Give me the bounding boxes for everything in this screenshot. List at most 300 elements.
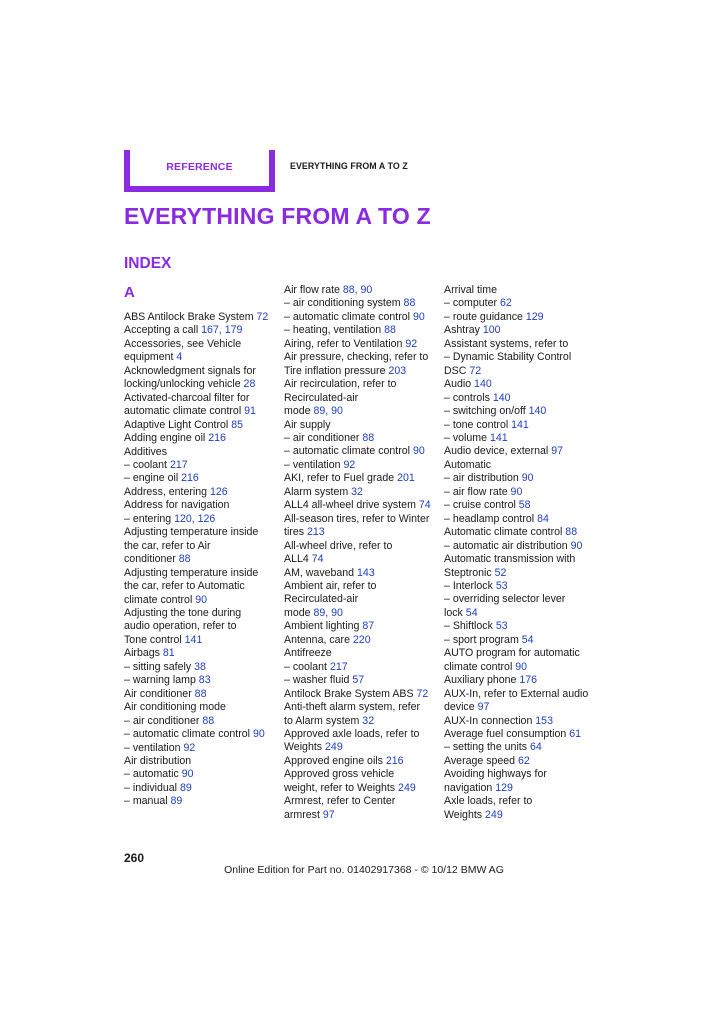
index-entry xyxy=(284,647,434,660)
page-reference-link[interactable]: 58 xyxy=(518,499,531,512)
index-entry xyxy=(444,445,596,458)
index-entry xyxy=(124,513,274,526)
index-term: – tone control xyxy=(444,418,512,431)
index-term: – manual xyxy=(124,795,171,808)
index-term: – switching on/off xyxy=(444,405,529,418)
page-reference-link[interactable]: 201 xyxy=(397,472,415,485)
index-term: Avoiding highways for xyxy=(444,768,547,781)
index-term: Air supply xyxy=(284,418,331,431)
index-term: Accepting a call xyxy=(124,324,202,337)
index-entry xyxy=(284,297,434,310)
page-reference-link[interactable]: 217 xyxy=(169,458,188,471)
index-entry xyxy=(284,378,434,391)
index-entry xyxy=(124,607,274,620)
index-term: Air recirculation, refer to xyxy=(284,378,397,391)
index-term: Acknowledgment signals for xyxy=(124,364,256,377)
page-reference-link[interactable]: 72 xyxy=(469,364,482,377)
index-entry xyxy=(284,728,434,741)
footer-edition-note: Online Edition for Part no. 01402917368 - © 10/12 BMW AG xyxy=(224,864,504,876)
index-term: – automatic climate control xyxy=(284,445,413,458)
page-reference-link[interactable]: 97 xyxy=(477,701,490,714)
page-reference-link[interactable]: 143 xyxy=(357,566,375,579)
page-reference-link[interactable]: 89 xyxy=(170,795,183,808)
index-term: Antilock Brake System ABS xyxy=(284,687,417,700)
index-term: equipment xyxy=(124,351,177,364)
index-term: audio operation, refer to xyxy=(124,620,237,633)
page-reference-link[interactable]: 90 xyxy=(412,310,425,323)
page-reference-link[interactable]: 90 xyxy=(515,660,528,673)
page-reference-link[interactable]: 140 xyxy=(474,378,492,391)
section-tab-inner xyxy=(130,150,269,186)
index-term: Ambient lighting xyxy=(284,620,363,633)
index-term: Automatic transmission with xyxy=(444,553,576,566)
index-entry xyxy=(124,338,274,351)
index-entry xyxy=(444,338,596,351)
index-entry xyxy=(444,741,596,754)
index-entry xyxy=(124,647,274,660)
page-reference-link[interactable]: 64 xyxy=(529,741,542,754)
page-reference-link[interactable]: 38 xyxy=(194,660,206,673)
index-entry xyxy=(284,311,434,324)
index-term: Steptronic xyxy=(444,566,495,579)
index-entry xyxy=(444,284,596,297)
page-reference-link[interactable]: 249 xyxy=(485,808,503,821)
index-entry xyxy=(284,445,434,458)
index-entry xyxy=(124,742,274,755)
index-term: Average speed xyxy=(444,754,519,767)
page-reference-link[interactable]: 92 xyxy=(343,458,356,471)
page-reference-link[interactable]: 213 xyxy=(306,526,325,539)
index-term: – automatic climate control xyxy=(284,310,413,323)
page-reference-link[interactable]: 53 xyxy=(495,620,508,633)
index-entry xyxy=(444,486,596,499)
index-term: Additives xyxy=(124,445,167,458)
index-term: – sport program xyxy=(444,633,522,646)
index-entry xyxy=(444,674,596,687)
index-term: ABS Antilock Brake System xyxy=(124,311,257,323)
index-entry-continuation xyxy=(444,809,596,822)
index-term: – entering xyxy=(124,512,175,525)
index-term: climate control xyxy=(444,660,516,673)
page-reference-link[interactable]: 72 xyxy=(256,311,269,323)
index-term: Activated-charcoal filter for xyxy=(124,391,250,404)
page-reference-link[interactable]: 81 xyxy=(162,647,175,660)
index-entry xyxy=(444,620,596,633)
page-reference-link[interactable]: 90 xyxy=(412,445,425,458)
index-entry xyxy=(124,715,274,728)
index-term: AUX-In, refer to External audio xyxy=(444,687,589,700)
index-term: Approved engine oils xyxy=(284,754,386,767)
page-reference-link[interactable]: 87 xyxy=(362,620,375,633)
index-entry xyxy=(284,580,434,593)
index-entry xyxy=(284,634,434,647)
index-entry-continuation xyxy=(124,540,274,553)
index-entry xyxy=(124,661,274,674)
index-term: Weights xyxy=(444,808,486,821)
index-entry xyxy=(284,284,434,297)
index-entry-continuation xyxy=(124,405,274,418)
page-reference-link[interactable]: 126 xyxy=(209,485,228,498)
index-entry-continuation xyxy=(284,593,434,606)
index-term: Airing, refer to Ventilation xyxy=(284,337,406,350)
page-reference-link[interactable]: 90 xyxy=(252,728,265,741)
index-entry xyxy=(124,392,274,405)
running-header-title: EVERYTHING FROM A TO Z xyxy=(290,161,408,171)
index-entry-continuation xyxy=(284,809,434,822)
index-entry xyxy=(444,419,596,432)
index-term: Adaptive Light Control xyxy=(124,418,232,431)
index-entry xyxy=(124,432,274,445)
index-entry-continuation xyxy=(444,567,596,580)
page-reference-link[interactable]: 90 xyxy=(570,539,583,552)
index-entry xyxy=(444,405,596,418)
index-term: – coolant xyxy=(284,660,330,673)
index-entry-continuation xyxy=(284,392,434,405)
index-entry xyxy=(444,540,596,553)
page-reference-link[interactable]: 4 xyxy=(176,351,183,364)
index-term: – washer fluid xyxy=(284,674,353,687)
page-reference-link[interactable]: 216 xyxy=(208,432,226,445)
index-entry xyxy=(124,324,274,337)
index-entry xyxy=(284,324,434,337)
index-entry-continuation xyxy=(444,607,596,620)
index-term: – individual xyxy=(124,781,180,794)
index-term: AUTO program for automatic xyxy=(444,647,580,660)
index-entry-continuation xyxy=(124,634,274,647)
index-entry xyxy=(284,755,434,768)
page-reference-link[interactable]: 28 xyxy=(243,378,256,391)
index-entry xyxy=(444,728,596,741)
index-entry xyxy=(124,768,274,781)
page-reference-link[interactable]: 88 xyxy=(362,431,375,444)
page-reference-link[interactable]: 90 xyxy=(510,485,523,498)
index-entry xyxy=(444,392,596,405)
page-reference-link[interactable]: 220 xyxy=(352,633,371,646)
index-entry xyxy=(444,553,596,566)
index-term: armrest xyxy=(284,808,323,821)
page-reference-link[interactable]: 140 xyxy=(492,391,511,404)
index-term: Address, entering xyxy=(124,485,210,498)
index-term: Accessories, see Vehicle xyxy=(124,337,242,350)
index-entry xyxy=(444,768,596,781)
index-term: mode xyxy=(284,405,314,418)
page-reference-link[interactable]: 52 xyxy=(494,566,507,579)
index-entry xyxy=(284,432,434,445)
index-term: Anti-theft alarm system, refer xyxy=(284,701,420,714)
index-entry xyxy=(124,459,274,472)
page-reference-link[interactable]: 91 xyxy=(244,405,256,418)
page-reference-link[interactable]: 54 xyxy=(465,606,478,619)
page-reference-link[interactable]: 61 xyxy=(569,727,582,740)
index-term: – air conditioning system xyxy=(284,297,404,310)
index-term: Air flow rate xyxy=(284,284,343,296)
index-term: the car, refer to Automatic xyxy=(124,580,245,593)
index-entry xyxy=(444,351,596,364)
index-entry xyxy=(284,540,434,553)
index-term: Alarm system xyxy=(284,485,352,498)
index-entry xyxy=(444,580,596,593)
index-term: Automatic climate control xyxy=(444,526,566,539)
index-term: – automatic xyxy=(124,768,182,781)
index-entry-continuation xyxy=(444,782,596,795)
page-reference-link[interactable]: 53 xyxy=(495,579,508,592)
index-entry xyxy=(284,674,434,687)
index-entry-continuation xyxy=(124,594,274,607)
index-entry xyxy=(444,378,596,391)
index-entry-continuation xyxy=(284,715,434,728)
page-reference-link[interactable]: 97 xyxy=(322,808,335,821)
index-term: AUX-In connection xyxy=(444,714,536,727)
index-term: Assistant systems, refer to xyxy=(444,337,569,350)
index-term: – cruise control xyxy=(444,499,519,512)
index-term: – air conditioner xyxy=(284,431,363,444)
index-entry xyxy=(444,513,596,526)
page-reference-link[interactable]: 62 xyxy=(518,754,530,767)
index-term: – Dynamic Stability Control xyxy=(444,351,572,364)
page-reference-link[interactable]: 54 xyxy=(521,633,534,646)
index-entry xyxy=(444,499,596,512)
page-reference-link[interactable]: 90 xyxy=(521,472,534,485)
page-reference-link[interactable]: 249 xyxy=(398,781,416,794)
index-entry-continuation xyxy=(124,580,274,593)
index-entry-continuation xyxy=(444,701,596,714)
index-entry-continuation xyxy=(124,378,274,391)
index-entry xyxy=(284,472,434,485)
index-entry xyxy=(284,351,434,364)
page-reference-link[interactable]: 129 xyxy=(495,781,513,794)
index-entry xyxy=(284,567,434,580)
index-entry-continuation xyxy=(284,553,434,566)
index-term: Airbags xyxy=(124,647,163,660)
index-term: – air flow rate xyxy=(444,485,511,498)
index-term: Audio device, external xyxy=(444,445,552,458)
page-reference-link[interactable]: 176 xyxy=(519,674,538,687)
index-entry xyxy=(444,432,596,445)
index-term: – air distribution xyxy=(444,472,522,485)
index-term: climate control xyxy=(124,593,196,606)
index-column-2 xyxy=(284,284,434,822)
index-term: Arrival time xyxy=(444,284,497,296)
page-reference-link[interactable]: 92 xyxy=(405,337,418,350)
index-term: Adding engine oil xyxy=(124,432,209,445)
index-term: navigation xyxy=(444,781,496,794)
page-reference-link[interactable]: 140 xyxy=(528,405,547,418)
page-reference-link[interactable]: 74 xyxy=(311,553,324,566)
page-reference-link[interactable]: 90 xyxy=(195,593,208,606)
page-reference-link[interactable]: 88 xyxy=(403,297,416,310)
index-term: Ambient air, refer to xyxy=(284,579,377,592)
index-term: Air conditioning mode xyxy=(124,701,226,714)
index-entry xyxy=(444,311,596,324)
index-entry xyxy=(284,338,434,351)
index-entry xyxy=(124,499,274,512)
page-reference-link[interactable]: 88 xyxy=(202,714,215,727)
index-entry xyxy=(124,567,274,580)
index-term: conditioner xyxy=(124,553,179,566)
index-term: Adjusting the tone during xyxy=(124,606,242,619)
index-term: Average fuel consumption xyxy=(444,727,570,740)
index-term: – automatic air distribution xyxy=(444,539,571,552)
index-term: Tone control xyxy=(124,633,185,646)
page-reference-link[interactable]: 141 xyxy=(184,633,203,646)
page-reference-link[interactable]: 129 xyxy=(525,310,544,323)
index-entry xyxy=(444,297,596,310)
index-entry xyxy=(124,755,274,768)
index-term: weight, refer to Weights xyxy=(284,781,399,794)
index-column-1 xyxy=(124,284,274,809)
index-entry-continuation xyxy=(124,620,274,633)
index-term: mode xyxy=(284,606,314,619)
index-term: Antenna, care xyxy=(284,633,353,646)
index-entry xyxy=(124,446,274,459)
index-entry-continuation xyxy=(284,365,434,378)
index-entry-continuation xyxy=(284,526,434,539)
index-entry xyxy=(444,472,596,485)
page-reference-link[interactable]: 90 xyxy=(181,768,194,781)
index-term: – ventilation xyxy=(124,741,184,754)
index-term: – Interlock xyxy=(444,579,496,592)
index-term: automatic climate control xyxy=(124,405,245,418)
index-term: – headlamp control xyxy=(444,512,538,525)
index-entry xyxy=(284,499,434,512)
section-tab xyxy=(124,150,275,192)
page-title: EVERYTHING FROM A TO Z xyxy=(124,203,431,229)
index-entry xyxy=(124,472,274,485)
index-letter-heading: A xyxy=(124,284,135,301)
page-reference-link[interactable]: 74 xyxy=(418,499,431,512)
index-term: to Alarm system xyxy=(284,714,363,727)
index-term: Automatic xyxy=(444,458,492,471)
index-term: device xyxy=(444,701,478,714)
index-entry-continuation xyxy=(124,553,274,566)
index-entry xyxy=(444,593,596,606)
index-entry xyxy=(284,419,434,432)
index-term: – volume xyxy=(444,431,490,444)
index-entry-continuation xyxy=(444,365,596,378)
index-term: locking/unlocking vehicle xyxy=(124,378,244,391)
page-reference-link[interactable]: 203 xyxy=(388,364,407,377)
index-term: Ashtray xyxy=(444,324,483,337)
index-entry xyxy=(444,715,596,728)
page-reference-link[interactable]: 88 xyxy=(194,687,207,700)
index-term: – automatic climate control xyxy=(124,728,253,741)
index-term: – heating, ventilation xyxy=(284,324,385,337)
page-reference-link[interactable]: 84 xyxy=(537,512,549,525)
index-entry xyxy=(444,526,596,539)
index-entry xyxy=(124,674,274,687)
index-term: – setting the units xyxy=(444,741,530,754)
page-reference-link[interactable]: 32 xyxy=(362,714,375,727)
page-reference-link[interactable]: 153 xyxy=(535,714,553,727)
page-reference-link[interactable]: 97 xyxy=(551,445,563,458)
page-reference-link[interactable]: 88 xyxy=(384,324,396,337)
page-reference-link[interactable]: 89, 90 xyxy=(313,405,343,418)
index-entry xyxy=(284,486,434,499)
index-term: Address for navigation xyxy=(124,499,230,512)
page-reference-link[interactable]: 216 xyxy=(385,754,404,767)
page-reference-link[interactable]: 85 xyxy=(231,418,243,431)
page-reference-link[interactable]: 32 xyxy=(351,485,363,498)
page-reference-link[interactable]: 89, 90 xyxy=(313,606,343,619)
index-term: Tire inflation pressure xyxy=(284,364,389,377)
page-reference-link[interactable]: 88 xyxy=(178,553,191,566)
index-entry xyxy=(284,768,434,781)
section-tab-label: REFERENCE xyxy=(166,161,233,173)
index-term: Approved axle loads, refer to xyxy=(284,727,420,740)
index-entry xyxy=(124,701,274,714)
index-term: Antifreeze xyxy=(284,647,332,660)
page-reference-link[interactable]: 141 xyxy=(489,431,508,444)
index-term: tires xyxy=(284,526,307,539)
index-term: AM, waveband xyxy=(284,566,358,579)
index-entry xyxy=(284,701,434,714)
page-reference-link[interactable]: 62 xyxy=(499,297,512,310)
page-reference-link[interactable]: 88, 90 xyxy=(342,284,373,296)
index-term: – controls xyxy=(444,391,493,404)
index-term: – ventilation xyxy=(284,458,344,471)
index-term: Approved gross vehicle xyxy=(284,768,395,781)
index-term: Armrest, refer to Center xyxy=(284,795,396,808)
page-reference-link[interactable]: 141 xyxy=(511,418,529,431)
index-term: Axle loads, refer to xyxy=(444,795,533,808)
index-entry xyxy=(124,795,274,808)
index-entry xyxy=(284,688,434,701)
page-reference-link[interactable]: 83 xyxy=(198,674,211,687)
index-term: All-wheel drive, refer to xyxy=(284,539,393,552)
index-term: ALL4 xyxy=(284,553,312,566)
index-term: – coolant xyxy=(124,458,170,471)
page-reference-link[interactable]: 120, 126 xyxy=(174,512,216,525)
index-entry xyxy=(444,634,596,647)
page-reference-link[interactable]: 100 xyxy=(482,324,501,337)
index-term: Auxiliary phone xyxy=(444,674,520,687)
index-term: Air pressure, checking, refer to xyxy=(284,351,429,364)
index-term: All-season tires, refer to Winter xyxy=(284,512,430,525)
page-reference-link[interactable]: 72 xyxy=(416,687,429,700)
index-entry-continuation xyxy=(284,607,434,620)
page-reference-link[interactable]: 167, 179 xyxy=(201,324,243,337)
index-entry-continuation xyxy=(284,782,434,795)
index-term: – computer xyxy=(444,297,500,310)
index-entry xyxy=(444,324,596,337)
index-term: Audio xyxy=(444,378,475,391)
index-entry xyxy=(124,688,274,701)
index-entry-continuation xyxy=(284,741,434,754)
index-term: AKI, refer to Fuel grade xyxy=(284,472,398,485)
page-reference-link[interactable]: 249 xyxy=(325,741,343,754)
index-term: – Shiftlock xyxy=(444,620,496,633)
page-reference-link[interactable]: 88 xyxy=(565,526,578,539)
index-entry xyxy=(284,459,434,472)
index-entry xyxy=(444,755,596,768)
page-reference-link[interactable]: 216 xyxy=(181,472,199,485)
page-reference-link[interactable]: 89 xyxy=(179,781,192,794)
page-reference-link[interactable]: 57 xyxy=(352,674,365,687)
page-reference-link[interactable]: 92 xyxy=(183,741,196,754)
index-entry xyxy=(124,526,274,539)
index-term: Air distribution xyxy=(124,754,192,767)
index-term: lock xyxy=(444,606,466,619)
index-entry xyxy=(124,365,274,378)
index-term: – engine oil xyxy=(124,472,182,485)
index-entry xyxy=(124,782,274,795)
index-entry xyxy=(124,311,274,324)
index-entry-continuation xyxy=(124,351,274,364)
index-term: – sitting safely xyxy=(124,660,195,673)
page-reference-link[interactable]: 217 xyxy=(329,660,348,673)
index-term: DSC xyxy=(444,364,470,377)
index-term: – overriding selector lever xyxy=(444,593,566,606)
